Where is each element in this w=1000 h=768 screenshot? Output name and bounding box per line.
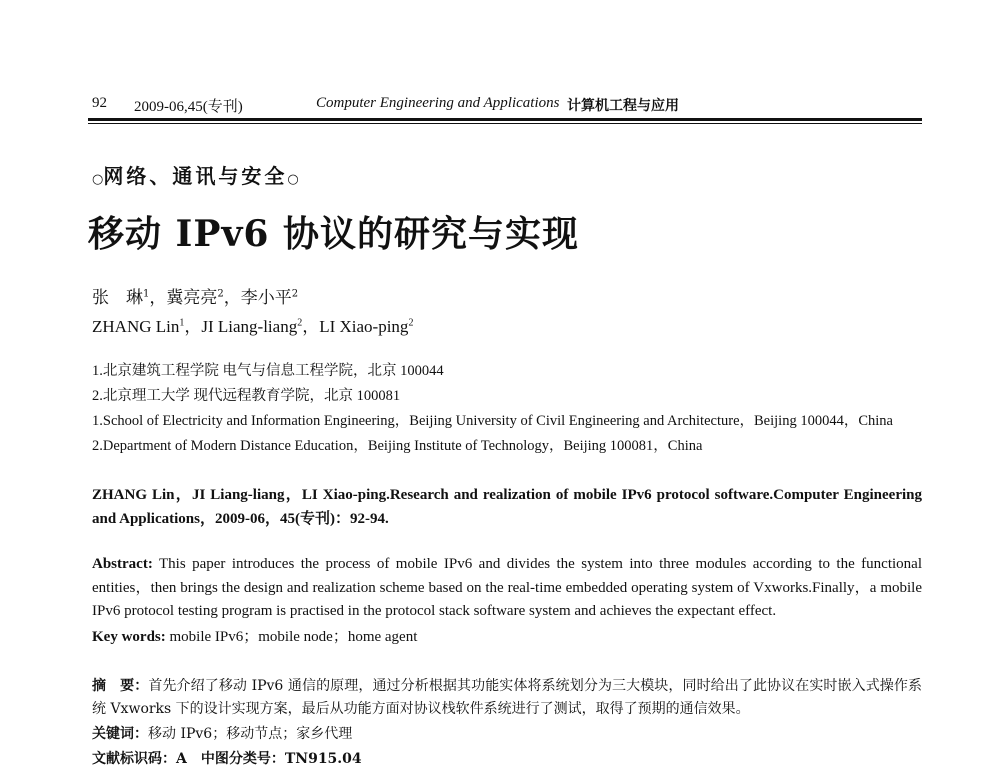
author-cn-1: 张 琳 (92, 288, 143, 308)
affiliation-cn-1: 1.北京建筑工程学院 电气与信息工程学院，北京 100044 (92, 363, 444, 379)
abstract-text: This paper introduces the process of mobile IPv6 and divides the system into three modules according to the functional entities，then brings the design and realization scheme based on the real-time embedded operating system of Vxworks.Finally，a mobile IPv6 protocol testing program is practised in the protocol stack software system and achieves the expectant effect. (92, 556, 922, 619)
document-code: 文献标识码：A 中图分类号：TN915.04 (92, 751, 362, 767)
issue-date: 2009-06,45(专刊) (134, 99, 243, 115)
cn-abstract-label: 摘 要： (92, 678, 149, 694)
section-dot-left-icon: ○ (92, 172, 104, 187)
cn-keywords-label: 关键词： (92, 726, 148, 742)
keywords-en (92, 625, 417, 646)
header-rule-thin (88, 123, 922, 124)
section-label: 网络、通讯与安全 (103, 164, 288, 188)
author-en-1: ZHANG Lin (92, 317, 180, 336)
affiliation-cn-2: 2.北京理工大学 现代远程教育学院，北京 100081 (92, 388, 401, 404)
journal-name-cn: 计算机工程与应用 (567, 98, 679, 114)
abstract-cn (92, 675, 922, 721)
author-cn-3-affil: 2 (291, 288, 299, 300)
cn-keywords-text: 移动 IPv6；移动节点；家乡代理 (148, 726, 353, 742)
abstract-en (92, 553, 922, 624)
author-en-3-affil: 2 (408, 317, 414, 329)
author-en-1-affil: 1 (179, 317, 185, 329)
running-header (92, 95, 920, 115)
header-rule-thick (88, 118, 922, 121)
author-en-2-affil: 2 (297, 317, 303, 329)
abstract-label: Abstract: (92, 556, 153, 572)
author-cn-3: 李小平 (240, 288, 292, 308)
authors-cn: 张 琳$^1$，冀亮亮$^2$，李小平$^2$ (92, 288, 299, 308)
author-cn-2-affil: 2 (217, 288, 224, 300)
page-number: 92 (92, 95, 107, 111)
author-en-2: JI Liang-liang (201, 317, 298, 336)
cn-abstract-text: 首先介绍了移动 IPv6 通信的原理，通过分析根据其功能实体将系统划分为三大模块，同时给出了此协议在实时嵌入式操作系统 Vxworks 下的设计实现方案，最后从功能方面对协议栈软件系统进行了测试，取得了预期的通信效果。 (92, 678, 922, 717)
author-cn-2: 冀亮亮 (166, 288, 218, 308)
affiliation-en-1: 1.School of Electricity and Information Engineering，Beijing University of Civil Engineering and Architecture，Beijing 100044，China (92, 413, 893, 429)
affiliation-en-2: 2.Department of Modern Distance Education，Beijing Institute of Technology，Beijing 100081，China (92, 438, 703, 454)
author-cn-1-affil: 1 (143, 288, 150, 300)
keywords-text: mobile IPv6；mobile node；home agent (169, 629, 418, 645)
paper-title: 移动 IPv6 协议的研究与实现 (88, 213, 579, 255)
citation: ZHANG Lin，JI Liang-liang，LI Xiao-ping.Research and realization of mobile IPv6 protocol software.Computer Engineering and Applications，2009-06，45(专刊)：92-94. (92, 487, 922, 527)
journal-name-en: Computer Engineering and Applications (316, 95, 560, 111)
keywords-cn (92, 723, 352, 743)
section-dot-right-icon: ○ (287, 172, 299, 187)
section-heading (92, 160, 299, 189)
authors-en: ZHANG Lin$^1$，JI Liang-liang$^2$，LI Xiao-ping$^2$ (92, 317, 414, 336)
author-en-3: LI Xiao-ping (319, 317, 409, 336)
keywords-label: Key words: (92, 629, 166, 645)
